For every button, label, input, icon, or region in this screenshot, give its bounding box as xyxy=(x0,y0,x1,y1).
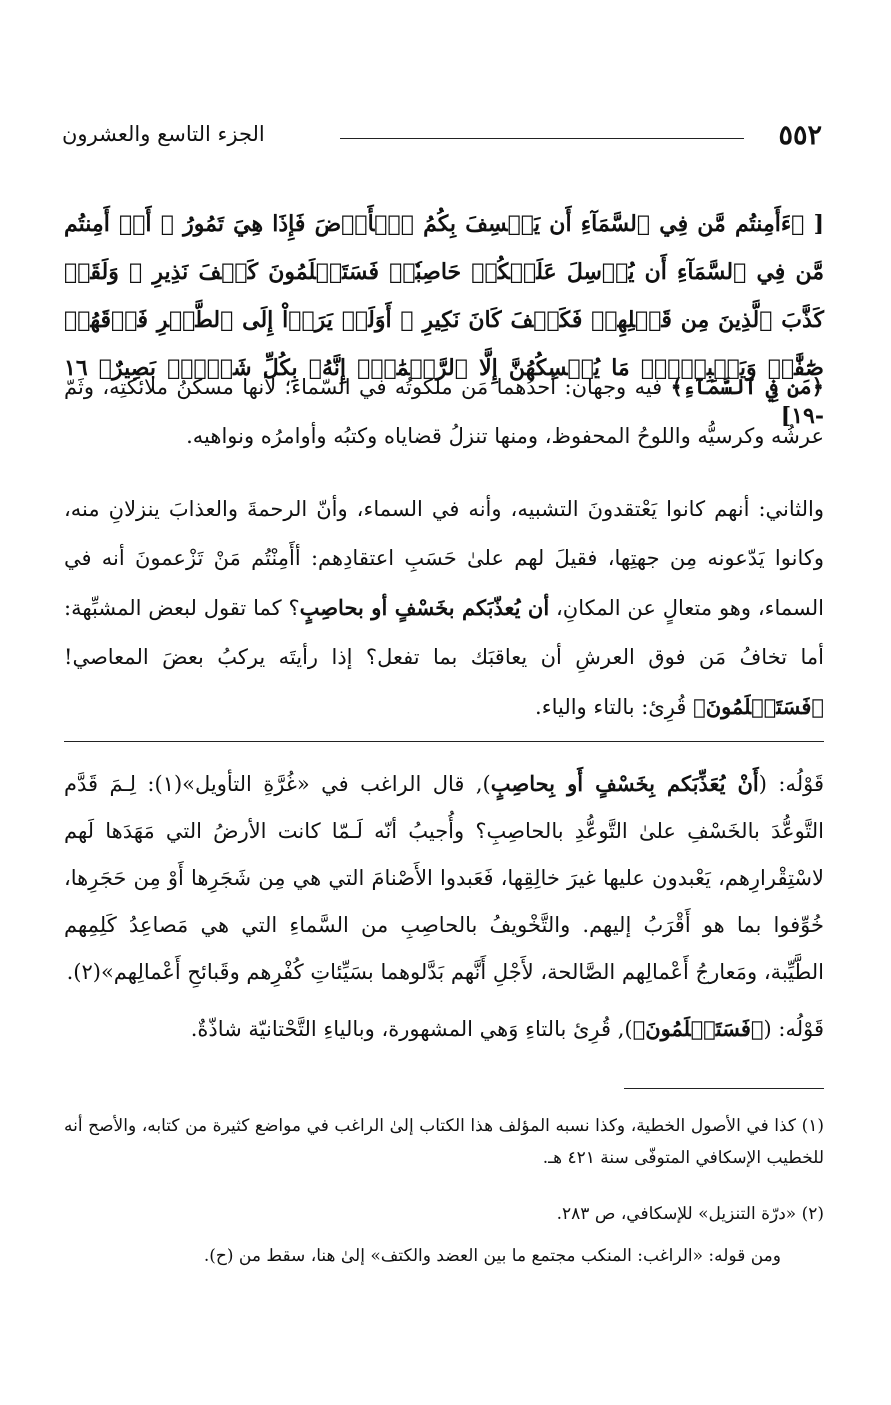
footnote: ومن قوله: «الراغب: المنكب مجتمع ما بين العضد والكتف» إلىٰ هنا، سقط من (ح). xyxy=(203,1246,781,1266)
footnote-divider xyxy=(624,1088,824,1089)
verse-quote: ﴿فَسَتَعۡلَمُونَ﴾ xyxy=(693,694,824,719)
gloss-label: قَوْلُه: ( xyxy=(763,1017,824,1041)
gloss-text: ), قال الراغب في «غُرَّةِ التأويل»(١): لِـمَ قَدَّم التَّوعُّدَ بالخَسْفِ علىٰ التَّوعُّدِ بالحاصِبِ؟ وأُجيبُ أنّه لَـمّا كانت الأرضُ التي مَهَدَها لَهم لاسْتِقْرارِهم، يَعْبدون عليها غيرَ خالِقِها، فَعَبدوا الأَصْنامَ التي هي مِن شَجَرِها أَوْ مِن حَجَرِها، خُوِّفوا بما هو أَقْرَبُ إليهم. والتَّخْويفُ بالحاصِبِ من السَّماءِ التي هي مَصاعِدُ كَلِمِهم الطَّيِّبة، ومَعارجُ أَعْمالِهم الصَّالحة، لأَجْلِ أَنَّهم بَدَّلوهما بسَيِّئاتِ كُفْرِهم وقَبائحِ أَعْمالِهم»(٢). xyxy=(64,772,824,984)
gloss-paragraph xyxy=(64,760,824,996)
running-head: الجزء التاسع والعشرون xyxy=(62,122,265,146)
gloss-text: ), قُرِئ بالتاءِ وَهي المشهورة، وبالياءِ التَّحْتانيّة شاذّةٌ. xyxy=(190,1017,633,1041)
header-rule xyxy=(340,138,744,139)
commentary-text: قُرِئ: بالتاء والياء. xyxy=(535,695,694,719)
verse-quote: ﴿مَن فِي ٱلسَّمَآءِ﴾ xyxy=(670,374,824,399)
emphasized-phrase: أن يُعذّبَكم بخَسْفٍ أو بحاصِبٍ xyxy=(299,595,550,620)
footnote: (١) كذا في الأصول الخطية، وكذا نسبه المؤلف هذا الكتاب إلىٰ الراغب في مواضع كثيرة من كتابه، والأصح أنه للخطيب الإسكافي المتوفّى سنة ٤٢١ هـ. xyxy=(64,1116,824,1168)
footnote: (٢) «درّة التنزيل» للإسكافي، ص ٢٨٣. xyxy=(556,1204,824,1224)
commentary-text: ؟ كما تقول لبعض المشبِّهة: أما تخافُ مَن فوق العرشِ أن يعاقبَك بما تفعل؟ إذا رأيتَه يركبُ بعضَ المعاصي! xyxy=(64,596,824,669)
gloss-label: قَوْلُه: ( xyxy=(758,772,824,796)
section-divider xyxy=(64,741,824,742)
page-header xyxy=(62,120,822,160)
commentary-text: والثاني: أنهم كانوا يَعْتقدونَ التشبيه، وأنه في السماء، وأنّ الرحمةَ والعذابَ ينزلانِ منه، وكانوا يَدّعونه مِن جهتِها، فقيلَ لهم علىٰ حَسَبِ اعتقادِهم: أأَمِنْتُم مَنْ تَزْعمونَ أنه في السماء، وهو متعالٍ عن المكانِ، xyxy=(64,497,824,620)
commentary-paragraph xyxy=(64,362,824,461)
quran-verse: [ ﴿ءَأَمِنتُم مَّن فِي ٱلسَّمَآءِ أَن يَخۡسِفَ بِكُمُ ٱلۡأَرۡضَ فَإِذَا هِيَ تَمُورُ ۞ أَمۡ أَمِنتُم مَّن فِي ٱلسَّمَآءِ أَن يُرۡسِلَ عَلَيۡكُمۡ حَاصِبٗاۖ فَسَتَعۡلَمُونَ كَيۡفَ نَذِيرِ ۞ وَلَقَدۡ كَذَّبَ ٱلَّذِينَ مِن قَبۡلِهِمۡ فَكَيۡفَ كَانَ نَكِيرِ ۞ أَوَلَمۡ يَرَوۡاْ إِلَى ٱلطَّيۡرِ فَوۡقَهُمۡ صَٰٓفَّٰتٖ وَيَقۡبِضۡنَۚ مَا يُمۡسِكُهُنَّ إِلَّا ٱلرَّحۡمَٰنُۚ إِنَّهُۥ بِكُلِّ شَيۡءِۭ بَصِيرٌ﴾ ١٦ -١٩] xyxy=(64,211,824,429)
gloss-quote: ﴿فَسَتَعۡلَمُونَ﴾ xyxy=(632,1016,764,1041)
commentary-paragraph xyxy=(64,485,824,732)
gloss-paragraph xyxy=(64,1005,824,1053)
page-number: ٥٥٢ xyxy=(778,120,822,151)
gloss-quote: أَنْ يُعَذِّبَكم بِخَسْفٍ أَو بِحاصِبٍ xyxy=(490,771,759,796)
commentary-text: فيه وجهان: أحدُهما مَن ملكوتُه في السّماء؛ لأنها مسكنُ ملائكتِه، وثَمّ عرشُه وكرسيُّه واللوحُ المحفوظ، ومنها تنزلُ قضاياه وكتبُه وأوامرُه ونواهيه. xyxy=(64,375,824,448)
